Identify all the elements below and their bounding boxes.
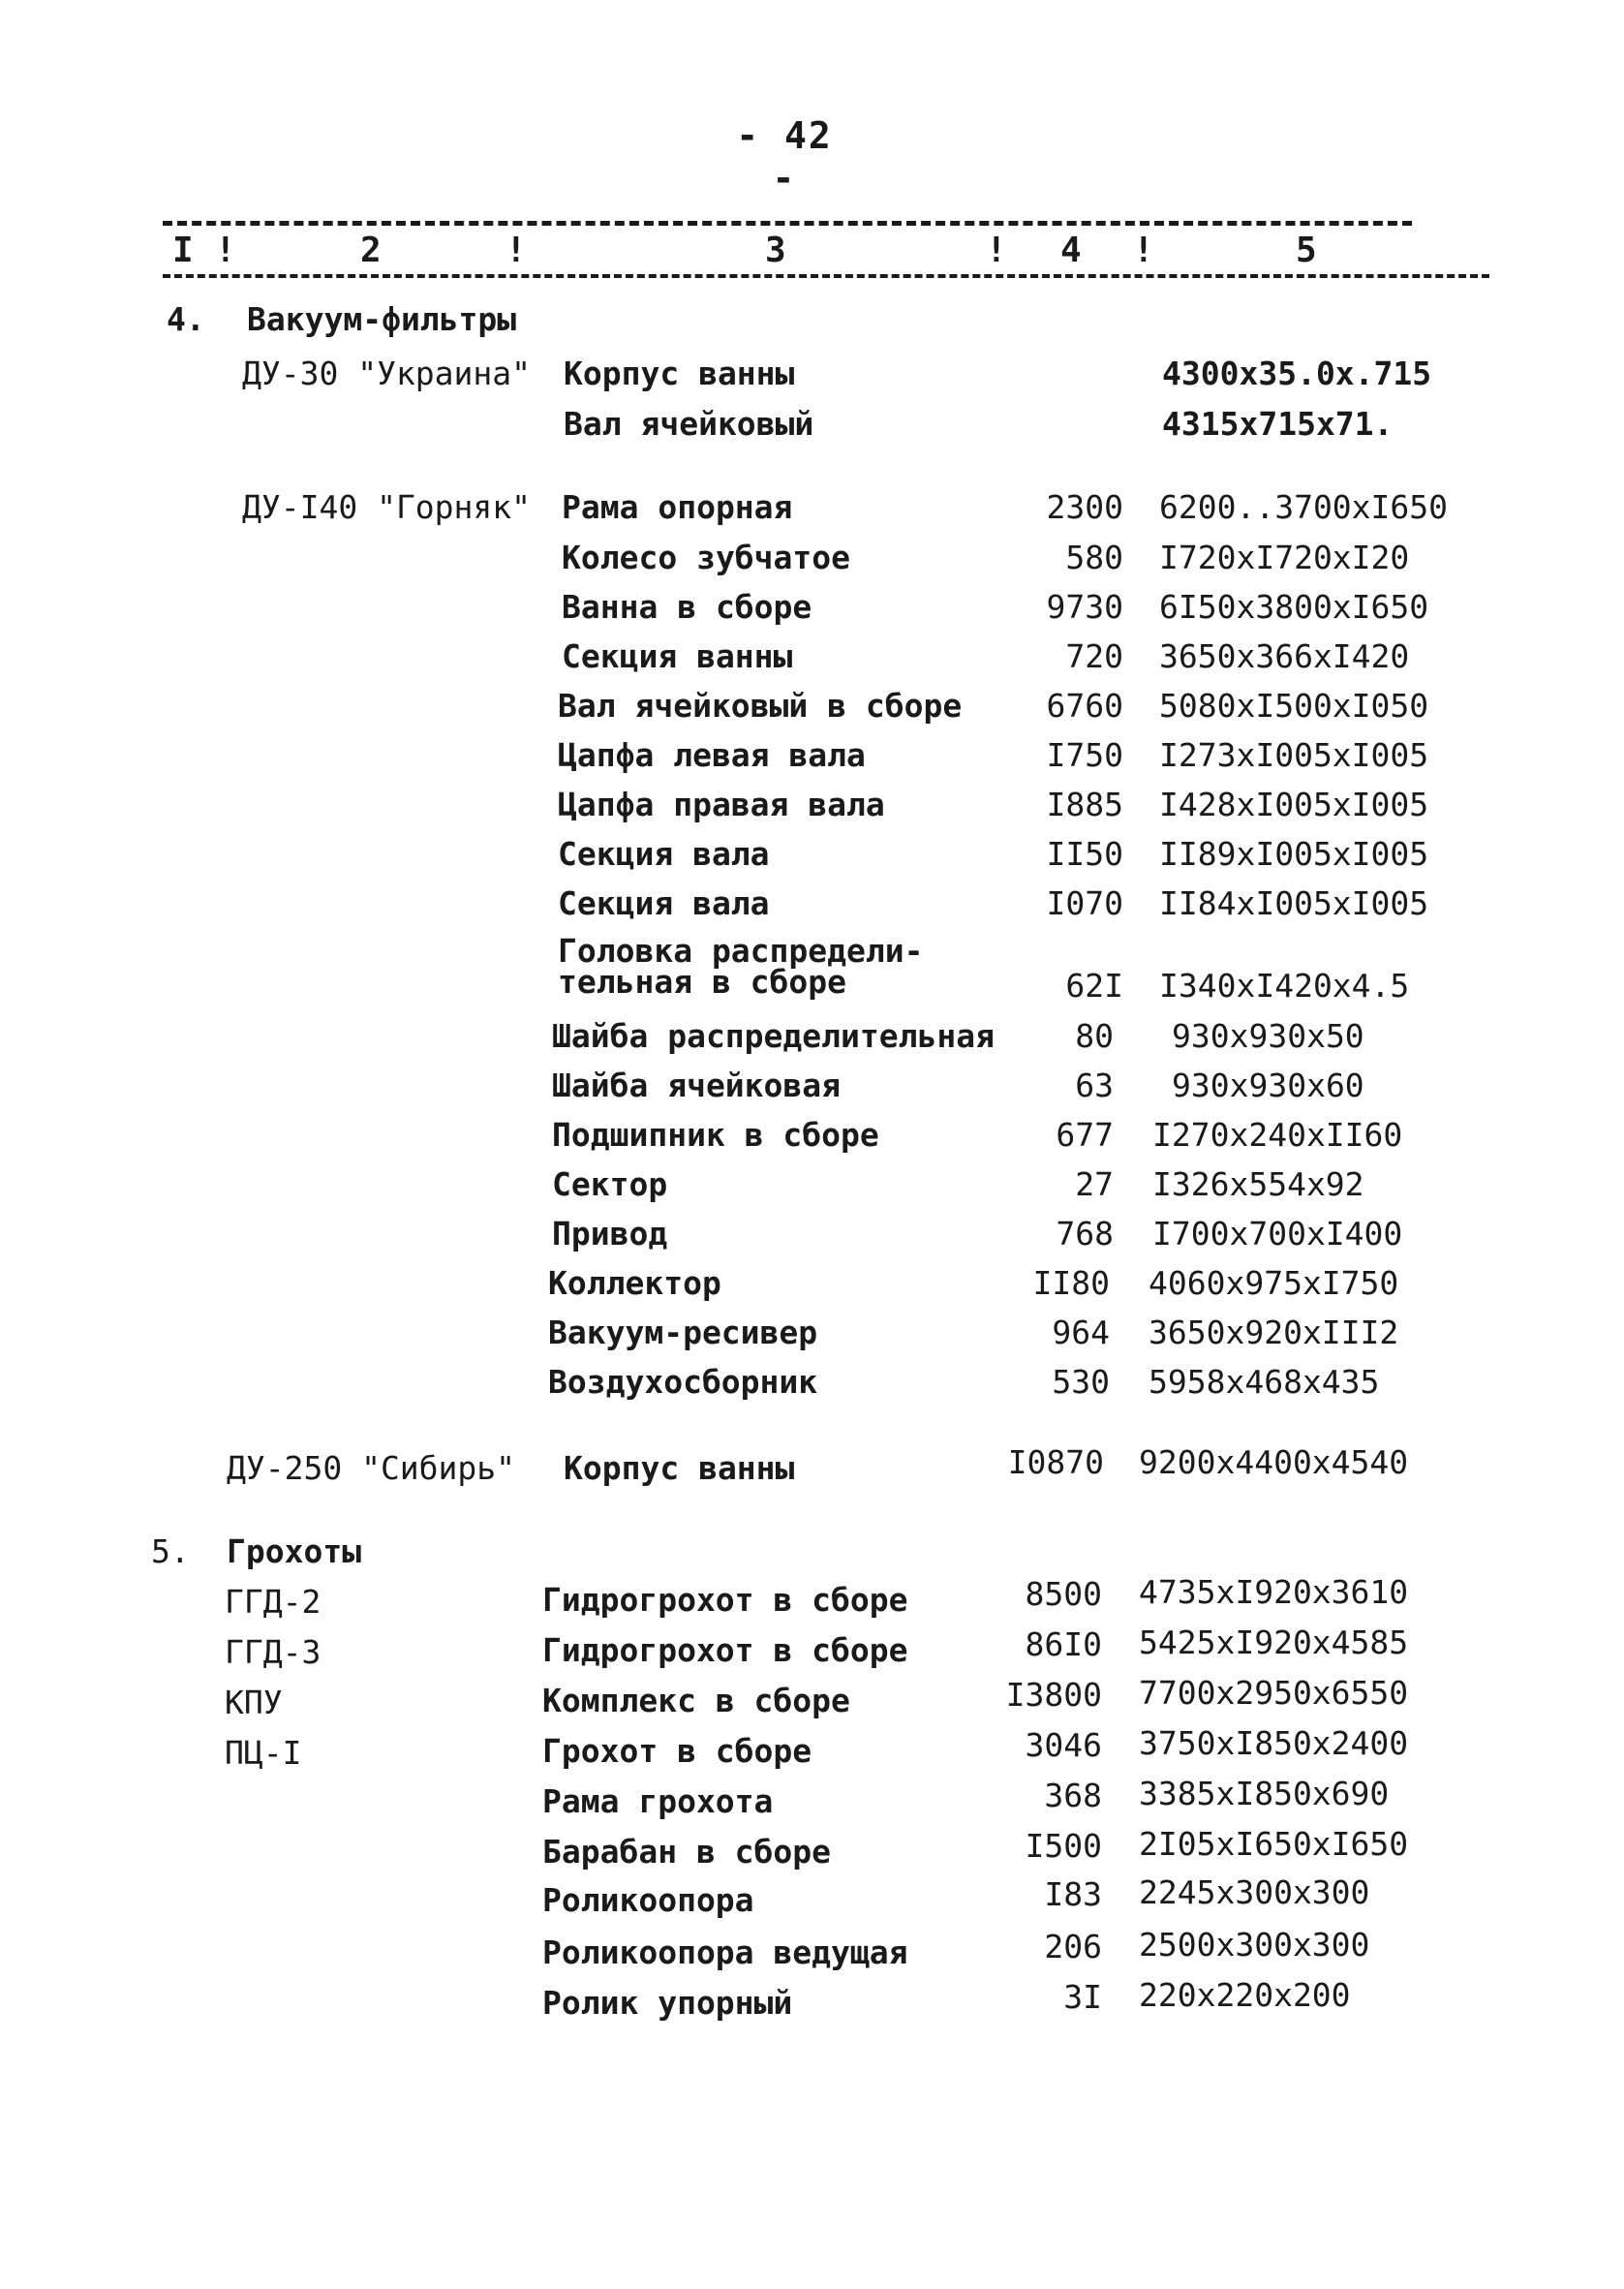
- part-dimensions: 4060x975xI750: [1149, 1264, 1399, 1302]
- part-mass: 3I: [1063, 1978, 1102, 2016]
- part-dimensions: 220x220x200: [1139, 1976, 1351, 2014]
- part-name: Рама опорная: [562, 488, 793, 526]
- part-mass: 6760: [1046, 687, 1123, 725]
- part-name: Секция вала: [558, 884, 770, 922]
- column-separator: !: [506, 231, 527, 270]
- part-mass: I750: [1046, 736, 1123, 774]
- part-mass: 677: [1056, 1116, 1114, 1154]
- part-dimensions: 4735xI920x3610: [1139, 1573, 1409, 1611]
- part-name: Вал ячейковый в сборе: [558, 687, 963, 725]
- model-name: ГГД-3: [225, 1633, 322, 1671]
- part-mass: I3800: [1005, 1676, 1102, 1714]
- part-dimensions: I428xI005xI005: [1159, 786, 1429, 823]
- part-dimensions: 3650x920xIII2: [1149, 1314, 1399, 1351]
- part-name: Вал ячейковый: [564, 405, 814, 443]
- part-mass: 206: [1044, 1928, 1102, 1965]
- section-number: 4.: [167, 300, 205, 338]
- part-mass: I070: [1046, 884, 1123, 922]
- part-dimensions: I340xI420x4.5: [1159, 967, 1410, 1005]
- part-name: Привод: [552, 1215, 668, 1253]
- part-name: Шайба ячейковая: [552, 1067, 842, 1104]
- part-dimensions: 2I05xI650xI650: [1139, 1825, 1409, 1863]
- column-number-4: 4: [1060, 231, 1082, 270]
- part-dimensions: 2500x300x300: [1139, 1926, 1370, 1964]
- part-mass: 3046: [1025, 1726, 1102, 1764]
- part-dimensions: 4300x35.0x.715: [1162, 355, 1432, 392]
- part-name: Колесо зубчатое: [562, 539, 851, 576]
- part-dimensions: 4315x715x71.: [1162, 405, 1394, 443]
- part-name: Гидрогрохот в сборе: [542, 1581, 908, 1619]
- part-mass: 9730: [1046, 588, 1123, 626]
- section-number: 5.: [151, 1532, 190, 1570]
- part-dimensions: 5080xI500xI050: [1159, 687, 1429, 725]
- part-mass: 80: [1075, 1017, 1114, 1055]
- part-mass: 86I0: [1025, 1625, 1102, 1663]
- part-mass: 720: [1065, 637, 1123, 675]
- part-name: Грохот в сборе: [542, 1732, 812, 1770]
- part-name: Воздухосборник: [548, 1363, 818, 1401]
- part-dimensions: 6200..3700xI650: [1159, 488, 1449, 526]
- part-name: Вакуум-ресивер: [548, 1314, 818, 1351]
- part-name: Роликоопора: [542, 1881, 754, 1919]
- part-mass: 580: [1065, 539, 1123, 576]
- part-name: Ванна в сборе: [562, 588, 812, 626]
- part-name: Роликоопора ведущая: [542, 1933, 908, 1971]
- column-separator: !: [986, 231, 1007, 270]
- part-mass: 63: [1075, 1067, 1114, 1104]
- part-name: Корпус ванны: [564, 1449, 795, 1487]
- part-name: Корпус ванны: [564, 355, 795, 392]
- part-dimensions: 6I50x3800xI650: [1159, 588, 1429, 626]
- part-dimensions: 7700x2950x6550: [1139, 1674, 1409, 1712]
- part-name: Цапфа правая вала: [558, 786, 885, 823]
- part-dimensions: 930x930x60: [1172, 1067, 1364, 1104]
- part-dimensions: I273xI005xI005: [1159, 736, 1429, 774]
- part-dimensions: I326x554x92: [1152, 1165, 1364, 1203]
- part-dimensions: 930x930x50: [1172, 1017, 1364, 1055]
- part-mass: I500: [1025, 1827, 1102, 1865]
- part-mass: 2300: [1046, 488, 1123, 526]
- part-dimensions: 5958x468x435: [1149, 1363, 1380, 1401]
- part-name: Гидрогрохот в сборе: [542, 1631, 908, 1669]
- part-dimensions: 9200x4400x4540: [1139, 1443, 1409, 1481]
- part-dimensions: 5425xI920x4585: [1139, 1624, 1409, 1661]
- part-name: Подшипник в сборе: [552, 1116, 879, 1154]
- model-name: ДУ-250 "Сибирь": [227, 1449, 516, 1487]
- part-name: Головка распредели-: [558, 932, 924, 970]
- column-separator: !: [215, 231, 236, 270]
- part-name: Рама грохота: [542, 1782, 774, 1820]
- part-mass: 768: [1056, 1215, 1114, 1253]
- part-mass: 62I: [1065, 967, 1123, 1005]
- part-mass: I885: [1046, 786, 1123, 823]
- column-number-3: 3: [765, 231, 786, 270]
- part-mass: 530: [1052, 1363, 1110, 1401]
- part-mass: I83: [1044, 1875, 1102, 1913]
- table-header-bottom-rule: [163, 274, 1489, 278]
- column-separator: !: [1133, 231, 1154, 270]
- column-number-2: 2: [360, 231, 382, 270]
- page-number: - 42 -: [736, 114, 833, 200]
- part-dimensions: I270x240xII60: [1152, 1116, 1403, 1154]
- part-name: Шайба распределительная: [552, 1017, 995, 1055]
- part-mass: 27: [1075, 1165, 1114, 1203]
- part-name: Ролик упорный: [542, 1984, 793, 2022]
- part-mass: 368: [1044, 1777, 1102, 1814]
- part-mass: II50: [1046, 835, 1123, 873]
- model-name: КПУ: [225, 1684, 283, 1721]
- part-dimensions: 3385xI850x690: [1139, 1775, 1390, 1812]
- model-name: ДУ-30 "Украина": [242, 355, 532, 392]
- part-dimensions: 2245x300x300: [1139, 1873, 1370, 1911]
- part-mass: 8500: [1025, 1575, 1102, 1613]
- model-name: ГГД-2: [225, 1583, 322, 1621]
- column-number-1: I: [172, 231, 194, 270]
- part-name: Сектор: [552, 1165, 668, 1203]
- model-name: ДУ-I40 "Горняк": [242, 488, 532, 526]
- part-name: Коллектор: [548, 1264, 721, 1302]
- part-name: Секция вала: [558, 835, 770, 873]
- section-title: Вакуум-фильтры: [247, 300, 517, 338]
- part-name: Цапфа левая вала: [558, 736, 866, 774]
- part-name: Барабан в сборе: [542, 1833, 832, 1871]
- part-dimensions: I700x700xI400: [1152, 1215, 1403, 1253]
- table-header-top-rule: [163, 221, 1412, 226]
- part-dimensions: II89xI005xI005: [1159, 835, 1429, 873]
- part-dimensions: I720xI720xI20: [1159, 539, 1410, 576]
- part-dimensions: 3650x366xI420: [1159, 637, 1410, 675]
- part-name-continued: тельная в сборе: [558, 963, 847, 1001]
- part-mass: 964: [1052, 1314, 1110, 1351]
- column-number-5: 5: [1296, 231, 1317, 270]
- part-dimensions: II84xI005xI005: [1159, 884, 1429, 922]
- part-name: Секция ванны: [562, 637, 793, 675]
- part-mass: I0870: [1007, 1443, 1104, 1481]
- model-name: ПЦ-I: [225, 1734, 302, 1772]
- part-mass: II80: [1032, 1264, 1110, 1302]
- part-name: Комплекс в сборе: [542, 1682, 850, 1719]
- part-dimensions: 3750xI850x2400: [1139, 1724, 1409, 1762]
- section-title: Грохоты: [227, 1532, 362, 1570]
